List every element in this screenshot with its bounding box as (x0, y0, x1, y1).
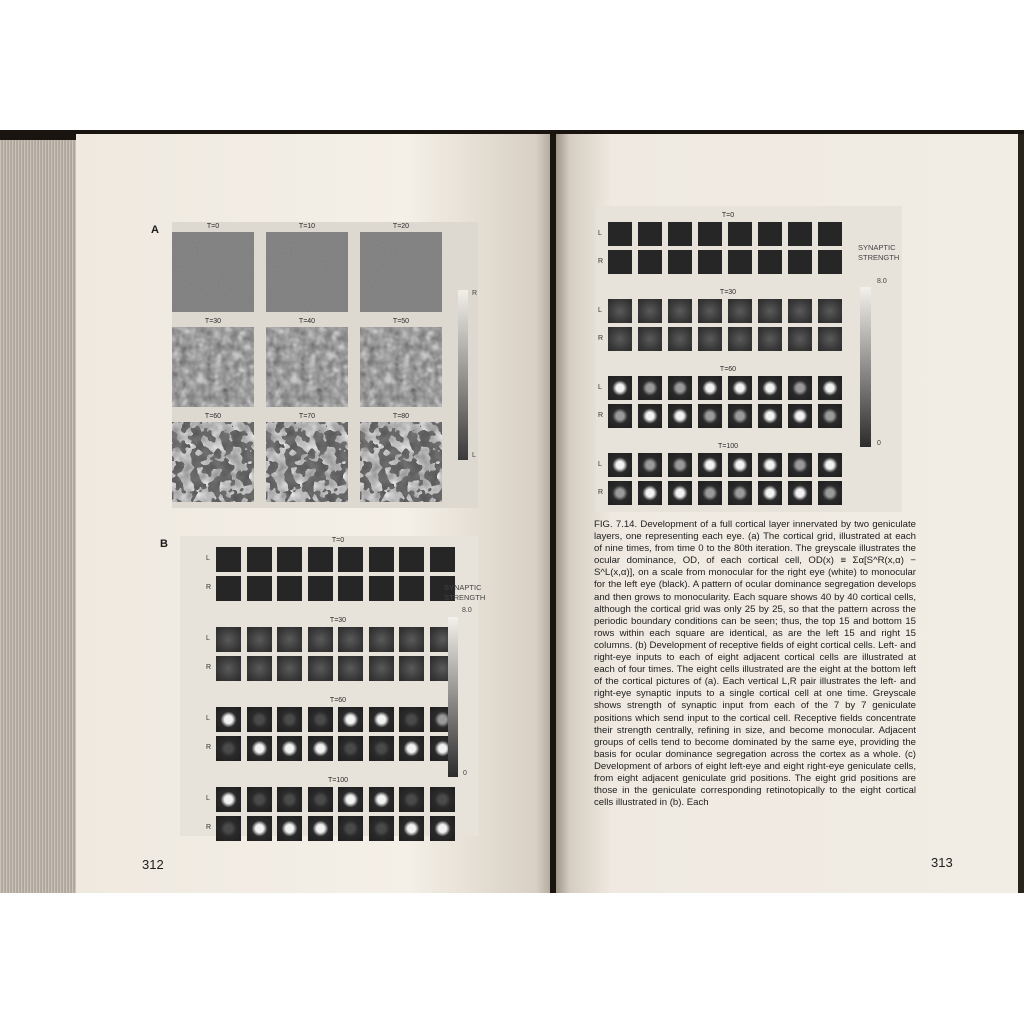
panel-b-letter: B (160, 538, 168, 550)
row-label-left: L (598, 384, 602, 391)
receptive-field-cell (608, 376, 632, 400)
row-label-right: R (598, 258, 604, 265)
receptive-field-cell (638, 404, 662, 428)
receptive-field-cell (758, 250, 782, 274)
receptive-field-cell (369, 736, 394, 761)
panel-b-scale-max: 8.0 (462, 607, 472, 614)
receptive-field-cell (308, 547, 333, 572)
receptive-field-cell (698, 453, 722, 477)
right-cover-edge (1018, 134, 1024, 893)
receptive-field-cell (338, 816, 363, 841)
panel-a-time-label: T=60 (204, 413, 222, 420)
receptive-field-cell (758, 222, 782, 246)
receptive-field-cell (788, 299, 812, 323)
receptive-field-cell (728, 376, 752, 400)
receptive-field-cell (247, 736, 272, 761)
receptive-field-cell (668, 404, 692, 428)
receptive-field-cell (818, 404, 842, 428)
row-label-right: R (598, 335, 604, 342)
receptive-field-cell (818, 481, 842, 505)
receptive-field-cell (788, 376, 812, 400)
receptive-field-cell (399, 816, 424, 841)
receptive-field-cell (399, 707, 424, 732)
receptive-field-cell (758, 481, 782, 505)
receptive-field-cell (728, 327, 752, 351)
receptive-field-cell (638, 376, 662, 400)
receptive-field-cell (698, 327, 722, 351)
time-label: T=60 (329, 697, 347, 704)
receptive-field-cell (216, 656, 241, 681)
receptive-field-cell (247, 787, 272, 812)
receptive-field-cell (758, 327, 782, 351)
receptive-field-cell (818, 327, 842, 351)
receptive-field-cell (247, 576, 272, 601)
receptive-field-cell (338, 736, 363, 761)
figure-caption (594, 519, 916, 809)
receptive-field-cell (369, 816, 394, 841)
receptive-field-cell (247, 707, 272, 732)
receptive-field-cell (728, 222, 752, 246)
receptive-field-cell (668, 250, 692, 274)
receptive-field-cell (638, 453, 662, 477)
receptive-field-cell (369, 707, 394, 732)
receptive-field-cell (698, 404, 722, 428)
panel-a-time-label: T=40 (298, 318, 316, 325)
receptive-field-cell (369, 656, 394, 681)
panel-a-time-label: T=50 (392, 318, 410, 325)
receptive-field-cell (369, 787, 394, 812)
receptive-field-cell (638, 250, 662, 274)
row-label-right: R (206, 824, 212, 831)
receptive-field-cell (668, 453, 692, 477)
receptive-field-cell (788, 222, 812, 246)
receptive-field-cell (430, 547, 455, 572)
receptive-field-cell (758, 299, 782, 323)
receptive-field-cell (698, 250, 722, 274)
panel-a-scale-top: R (472, 290, 478, 297)
receptive-field-cell (308, 627, 333, 652)
receptive-field-cell (430, 816, 455, 841)
receptive-field-cell (818, 250, 842, 274)
row-label-left: L (206, 715, 210, 722)
receptive-field-cell (818, 222, 842, 246)
receptive-field-cell (638, 299, 662, 323)
panel-a-od-map (172, 232, 254, 312)
panel-c-scale-title (858, 243, 918, 263)
receptive-field-cell (369, 547, 394, 572)
receptive-field-cell (728, 250, 752, 274)
panel-c-scale-bar (860, 287, 871, 447)
receptive-field-cell (369, 576, 394, 601)
panel-a-od-map (172, 422, 254, 502)
panel-a-time-label: T=0 (206, 223, 220, 230)
panel-a-time-label: T=80 (392, 413, 410, 420)
receptive-field-cell (638, 327, 662, 351)
receptive-field-cell (608, 481, 632, 505)
receptive-field-cell (728, 481, 752, 505)
panel-a-od-map (360, 327, 442, 407)
receptive-field-cell (728, 453, 752, 477)
receptive-field-cell (216, 816, 241, 841)
receptive-field-cell (668, 222, 692, 246)
receptive-field-cell (608, 250, 632, 274)
left-page-number: 312 (142, 857, 164, 872)
receptive-field-cell (668, 481, 692, 505)
receptive-field-cell (338, 576, 363, 601)
receptive-field-cell (247, 627, 272, 652)
panel-a-scale-bottom: L (472, 452, 476, 459)
receptive-field-cell (818, 376, 842, 400)
panel-a-od-map (360, 232, 442, 312)
panel-a-time-label: T=10 (298, 223, 316, 230)
row-label-left: L (598, 230, 602, 237)
receptive-field-cell (608, 299, 632, 323)
receptive-field-cell (758, 376, 782, 400)
row-label-right: R (598, 412, 604, 419)
time-label: T=60 (719, 366, 737, 373)
receptive-field-cell (277, 627, 302, 652)
time-label: T=100 (717, 443, 739, 450)
receptive-field-cell (638, 481, 662, 505)
receptive-field-cell (308, 707, 333, 732)
panel-a-time-label: T=30 (204, 318, 222, 325)
time-label: T=100 (327, 777, 349, 784)
receptive-field-cell (788, 250, 812, 274)
receptive-field-cell (247, 656, 272, 681)
receptive-field-cell (308, 656, 333, 681)
time-label: T=30 (719, 289, 737, 296)
receptive-field-cell (788, 327, 812, 351)
receptive-field-cell (338, 547, 363, 572)
receptive-field-cell (399, 547, 424, 572)
caption-lead: FIG. 7.14. (594, 519, 638, 530)
receptive-field-cell (216, 787, 241, 812)
row-label-left: L (206, 795, 210, 802)
receptive-field-cell (277, 576, 302, 601)
row-label-left: L (206, 635, 210, 642)
receptive-field-cell (338, 707, 363, 732)
receptive-field-cell (277, 816, 302, 841)
receptive-field-cell (698, 299, 722, 323)
receptive-field-cell (247, 816, 272, 841)
receptive-field-cell (608, 222, 632, 246)
panel-c-scale-title-line2: STRENGTH (858, 253, 900, 262)
panel-b-scale-bar (448, 617, 458, 777)
receptive-field-cell (247, 547, 272, 572)
receptive-field-cell (430, 787, 455, 812)
receptive-field-cell (698, 222, 722, 246)
receptive-field-cell (216, 707, 241, 732)
receptive-field-cell (216, 736, 241, 761)
receptive-field-cell (608, 327, 632, 351)
receptive-field-cell (788, 481, 812, 505)
receptive-field-cell (399, 656, 424, 681)
receptive-field-cell (698, 481, 722, 505)
receptive-field-cell (399, 787, 424, 812)
page-edges (0, 140, 76, 893)
receptive-field-cell (668, 327, 692, 351)
panel-a-od-map (266, 327, 348, 407)
receptive-field-cell (698, 376, 722, 400)
receptive-field-cell (668, 299, 692, 323)
receptive-field-cell (818, 299, 842, 323)
receptive-field-cell (308, 736, 333, 761)
receptive-field-cell (216, 627, 241, 652)
receptive-field-cell (277, 656, 302, 681)
panel-a-od-map (360, 422, 442, 502)
panel-b-scale-title (444, 583, 504, 603)
time-label: T=0 (331, 537, 345, 544)
row-label-right: R (206, 584, 212, 591)
receptive-field-cell (728, 299, 752, 323)
receptive-field-cell (216, 576, 241, 601)
receptive-field-cell (399, 576, 424, 601)
row-label-left: L (598, 461, 602, 468)
receptive-field-cell (608, 453, 632, 477)
receptive-field-cell (668, 376, 692, 400)
receptive-field-cell (728, 404, 752, 428)
receptive-field-cell (338, 787, 363, 812)
receptive-field-cell (788, 404, 812, 428)
panel-c-scale-min: 0 (877, 440, 881, 447)
receptive-field-cell (308, 787, 333, 812)
panel-a-od-map (172, 327, 254, 407)
row-label-left: L (206, 555, 210, 562)
row-label-left: L (598, 307, 602, 314)
receptive-field-cell (277, 707, 302, 732)
receptive-field-cell (369, 627, 394, 652)
receptive-field-cell (758, 404, 782, 428)
receptive-field-cell (758, 453, 782, 477)
right-page-number: 313 (931, 855, 953, 870)
receptive-field-cell (338, 627, 363, 652)
row-label-right: R (206, 664, 212, 671)
panel-a-scale-bar (458, 290, 468, 460)
receptive-field-cell (308, 576, 333, 601)
receptive-field-cell (216, 547, 241, 572)
receptive-field-cell (399, 627, 424, 652)
receptive-field-cell (608, 404, 632, 428)
receptive-field-cell (338, 656, 363, 681)
receptive-field-cell (399, 736, 424, 761)
panel-a-od-map (266, 422, 348, 502)
panel-a-time-label: T=70 (298, 413, 316, 420)
receptive-field-cell (788, 453, 812, 477)
receptive-field-cell (818, 453, 842, 477)
receptive-field-cell (277, 736, 302, 761)
row-label-right: R (598, 489, 604, 496)
panel-b-scale-min: 0 (463, 770, 467, 777)
panel-b-scale-title-line1: SYNAPTIC (444, 583, 482, 592)
panel-a-od-map (266, 232, 348, 312)
panel-a-letter: A (151, 224, 159, 236)
receptive-field-cell (308, 816, 333, 841)
time-label: T=0 (721, 212, 735, 219)
panel-c-scale-title-line1: SYNAPTIC (858, 243, 896, 252)
panel-c-scale-max: 8.0 (877, 278, 887, 285)
receptive-field-cell (277, 787, 302, 812)
panel-b-scale-title-line2: STRENGTH (444, 593, 486, 602)
row-label-right: R (206, 744, 212, 751)
panel-a-time-label: T=20 (392, 223, 410, 230)
time-label: T=30 (329, 617, 347, 624)
receptive-field-cell (277, 547, 302, 572)
receptive-field-cell (638, 222, 662, 246)
caption-text: Development of a full cortical layer innervated by two geniculate layers, one representing each eye. (a) The cortical grid, illustrated at each of nine times, from time 0 to the 80th iteration. The greyscale illustrates the ocular dominance, OD, of each cortical cell, OD(x) ≡ Σα[S^R(x,α) − S^L(x,α)], on a scale from monocular for the right eye (white) to monocular for the left eye (black). A pattern of ocular dominance segregation develops and then grows to monocularity. Each square shows 40 by 40 cortical cells, although the cortical grid was only 25 by 25, so that the pattern across the periodic boundary conditions can be seen; thus, the top 15 and bottom 15 rows within each square are identical, as are the left 15 and right 15 columns. (b) Development of receptive fields of eight cortical cells. Left- and right-eye inputs to each of eight adjacent cortical cells are illustrated at each of four times. The eight cells illustrated are the eight at the bottom left of the cortical pictures of (a). Each vertical L,R pair illustrates the left- and right-eye synaptic inputs to a single cortical cell at one time. Greyscale shows strength of synaptic input from each of the 7 by 7 geniculate positions which send input to the cortical cell. Receptive fields concentrate their strength centrally, refining in size, and become monocular. Adjacent groups of cells tend to become dominated by the same eye, providing the basis for ocular dominance segregation across the cortex as a whole. (c) Development of arbors of eight left-eye and eight right-eye geniculate cells, from eight adjacent geniculate grid positions. The eight grid positions are those in the geniculate corresponding retinotopically to the eight cortical cells illustrated in (b). Each (594, 519, 916, 809)
